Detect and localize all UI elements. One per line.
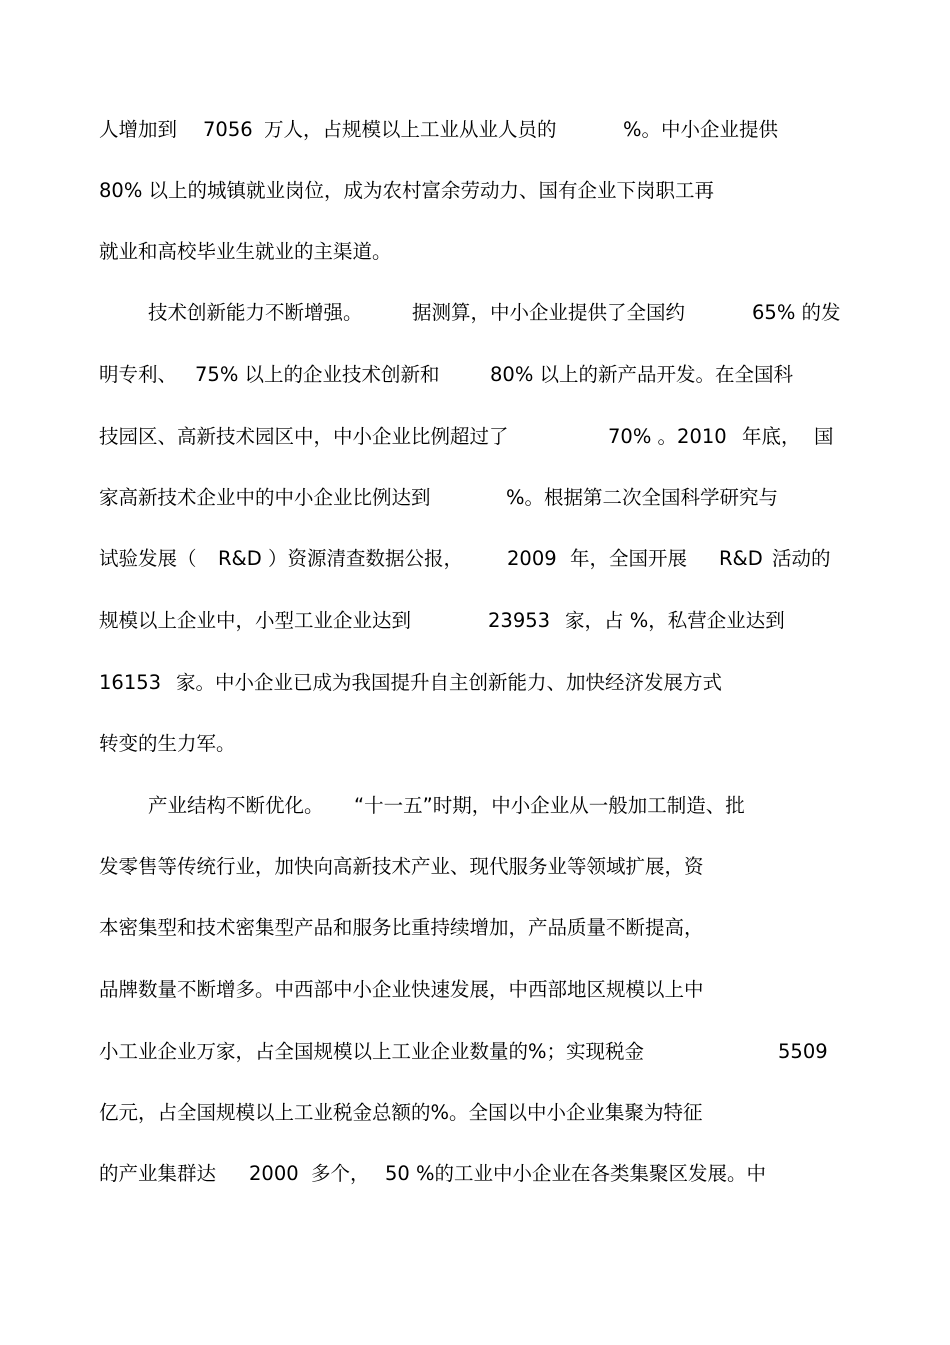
- text-segment: 国: [814, 425, 834, 448]
- text-segment: 技术创新能力不断增强。: [148, 301, 363, 324]
- text-segment: 活动的: [772, 547, 831, 570]
- text-segment: 亿元，占全国规模以上工业税金总额的%。全国以中小企业集聚为特征: [99, 1101, 703, 1124]
- text-line: [0, 361, 950, 401]
- text-segment: 65% 的发: [752, 301, 841, 324]
- text-segment: 据测算，中小企业提供了全国约: [412, 301, 686, 324]
- text-segment: 就业和高校毕业生就业的主渠道。: [99, 240, 392, 263]
- text-line: [0, 299, 950, 339]
- text-segment: 家，占 %，私营企业达到: [565, 609, 785, 632]
- text-line: [0, 853, 950, 893]
- text-segment: 小工业企业万家，占全国规模以上工业企业数量的%；实现税金: [99, 1040, 645, 1063]
- text-segment: 技园区、高新技术园区中，中小企业比例超过了: [99, 425, 509, 448]
- text-segment: R&D: [218, 547, 262, 570]
- text-segment: 本密集型和技术密集型产品和服务比重持续增加，产品质量不断提高，: [99, 916, 704, 939]
- text-line: [0, 914, 950, 954]
- text-segment: 23953: [488, 609, 551, 632]
- text-segment: 16153: [99, 671, 162, 694]
- text-line: [0, 607, 950, 647]
- text-line: [0, 116, 950, 156]
- text-segment: 人增加到: [99, 118, 178, 141]
- text-segment: 产业结构不断优化。: [148, 794, 324, 817]
- text-line: [0, 1160, 950, 1200]
- text-segment: R&D: [719, 547, 763, 570]
- text-segment: 5509: [778, 1040, 828, 1063]
- text-line: [0, 177, 950, 217]
- text-line: [0, 545, 950, 585]
- text-line: [0, 669, 950, 709]
- text-segment: 70% 。2010: [608, 425, 727, 448]
- text-segment: 年底，: [742, 425, 801, 448]
- text-line: [0, 238, 950, 278]
- text-segment: 品牌数量不断增多。中西部中小企业快速发展，中西部地区规模以上中: [99, 978, 704, 1001]
- text-segment: 80% 以上的新产品开发。在全国科: [490, 363, 794, 386]
- text-segment: “十一五”时期，中小企业从一般加工制造、批: [354, 794, 745, 817]
- text-segment: 50 %的工业中小企业在各类集聚区发展。中: [385, 1162, 767, 1185]
- text-line: [0, 976, 950, 1016]
- text-segment: 规模以上企业中，小型工业企业达到: [99, 609, 412, 632]
- text-line: [0, 484, 950, 524]
- text-line: [0, 792, 950, 832]
- text-segment: 75% 以上的企业技术创新和: [195, 363, 440, 386]
- text-segment: 的产业集群达: [99, 1162, 217, 1185]
- text-segment: 试验发展（: [99, 547, 197, 570]
- text-line: [0, 730, 950, 770]
- text-segment: 转变的生力军。: [99, 732, 236, 755]
- text-segment: 7056: [203, 118, 253, 141]
- text-segment: %。中小企业提供: [623, 118, 779, 141]
- text-segment: 2009: [507, 547, 557, 570]
- text-segment: 2000: [249, 1162, 299, 1185]
- text-segment: 家。中小企业已成为我国提升自主创新能力、加快经济发展方式: [176, 671, 723, 694]
- text-segment: 80% 以上的城镇就业岗位，成为农村富余劳动力、国有企业下岗职工再: [99, 179, 715, 202]
- text-segment: 家高新技术企业中的中小企业比例达到: [99, 486, 431, 509]
- text-segment: 年，全国开展: [570, 547, 688, 570]
- text-segment: 多个，: [311, 1162, 370, 1185]
- text-line: [0, 423, 950, 463]
- text-segment: 发零售等传统行业，加快向高新技术产业、现代服务业等领域扩展，资: [99, 855, 704, 878]
- text-segment: 万人，占规模以上工业从业人员的: [264, 118, 557, 141]
- text-line: [0, 1038, 950, 1078]
- text-line: [0, 1099, 950, 1139]
- text-segment: ）资源清查数据公报，: [268, 547, 464, 570]
- text-segment: %。根据第二次全国科学研究与: [506, 486, 779, 509]
- text-segment: 明专利、: [99, 363, 178, 386]
